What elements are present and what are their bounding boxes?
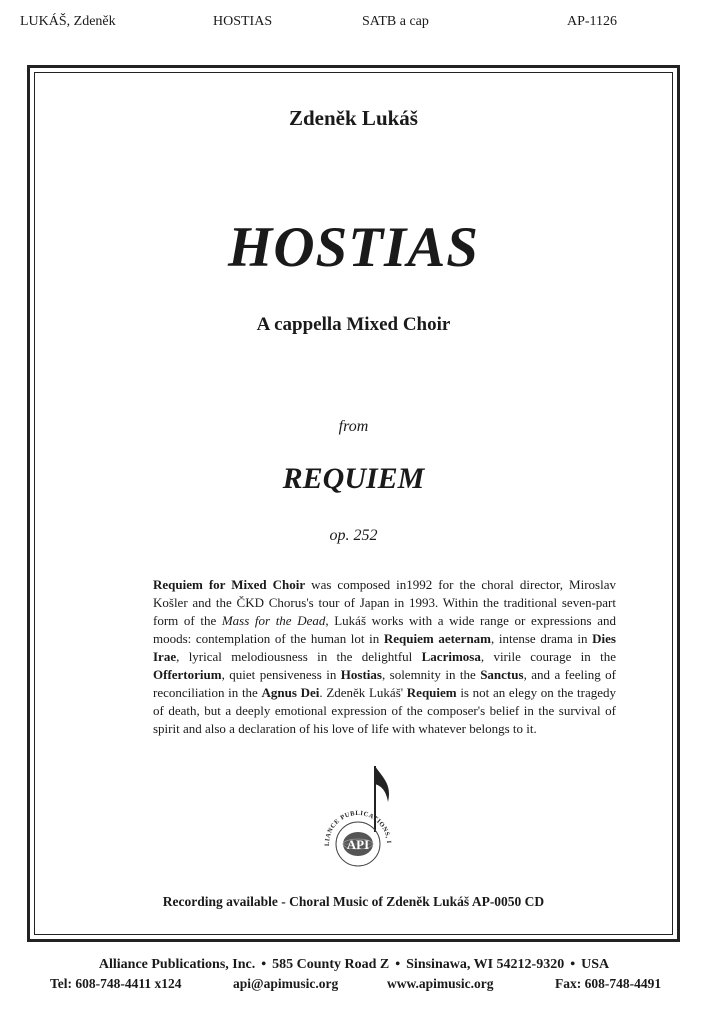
desc-text: was composed in1992 for the choral director, Miroslav Košler and the ČKD Chorus's tour of Japan in 1993. Within the traditional seven-part form of the xyxy=(153,577,617,628)
desc-text: , intense drama in xyxy=(491,631,593,646)
bullet-separator: • xyxy=(395,957,401,972)
composer-name: Zdeněk Lukáš xyxy=(289,106,418,130)
desc-text: , lyrical melodiousness in the delightful xyxy=(176,649,422,664)
desc-text: , virile courage in the xyxy=(480,649,616,664)
desc-bold: Requiem aeternam xyxy=(383,631,492,646)
logo-ring-text: LIANCE PUBLICATIONS, I xyxy=(323,809,393,847)
recording-note: Recording available - Choral Music of Zdeněk Lukáš AP-0050 CD xyxy=(162,894,545,909)
work-title: HOSTIAS xyxy=(228,216,479,279)
from-label: from xyxy=(338,418,369,435)
desc-text: , and a feeling of reconciliation in the xyxy=(153,667,616,700)
desc-text: , solemnity in the xyxy=(381,667,481,682)
page-header xyxy=(0,14,708,34)
desc-italic: Mass for the Dead xyxy=(221,613,326,628)
publisher-email-link[interactable]: api@apimusic.org xyxy=(233,976,339,991)
logo-center-text: API xyxy=(346,837,370,852)
publisher-fax: Fax: 608-748-4491 xyxy=(555,976,662,991)
publisher-street: 585 County Road Z xyxy=(272,957,390,972)
work-description xyxy=(153,576,616,738)
desc-bold: Requiem for Mixed Choir xyxy=(153,577,306,592)
desc-bold: Sanctus xyxy=(480,667,524,682)
desc-text: . Zdeněk Lukáš' xyxy=(319,685,407,700)
publisher-contact-line xyxy=(0,976,708,996)
desc-text: , Lukáš works with a wide range or expressions and moods: contemplation of the human lot in xyxy=(153,613,616,646)
desc-text: is not an elegy on the tragedy of death, but a deeply emotional expression of the composer's belief in the survival of spirit and also a declaration of his love of life with whatever belongs to it. xyxy=(153,685,616,736)
opus-number: op. 252 xyxy=(329,527,378,544)
alliance-publications-logo-icon xyxy=(318,760,400,880)
bullet-separator: • xyxy=(261,957,267,972)
publisher-telephone: Tel: 608-748-4411 x124 xyxy=(50,976,182,991)
desc-bold: Hostias xyxy=(340,667,382,682)
publisher-address-line xyxy=(0,957,708,973)
publisher-country: USA xyxy=(581,957,610,972)
publisher-name: Alliance Publications, Inc. xyxy=(98,957,256,972)
desc-bold: Dies Irae xyxy=(153,631,616,664)
header-catalog-number: AP-1126 xyxy=(567,14,618,29)
parent-work-title: REQUIEM xyxy=(282,462,425,495)
header-composer: LUKÁŠ, Zdeněk xyxy=(20,14,116,29)
desc-bold: Lacrimosa xyxy=(421,649,481,664)
desc-text: , quiet pensiveness in xyxy=(221,667,341,682)
publisher-website-link[interactable]: www.apimusic.org xyxy=(387,976,494,991)
desc-bold: Offertorium xyxy=(153,667,222,682)
header-voicing: SATB a cap xyxy=(362,14,429,29)
desc-bold: Agnus Dei xyxy=(261,685,320,700)
header-title: HOSTIAS xyxy=(213,14,273,29)
publisher-city: Sinsinawa, WI 54212-9320 xyxy=(406,957,565,972)
desc-bold: Requiem xyxy=(406,685,457,700)
bullet-separator: • xyxy=(570,957,576,972)
work-subtitle: A cappella Mixed Choir xyxy=(256,314,451,335)
